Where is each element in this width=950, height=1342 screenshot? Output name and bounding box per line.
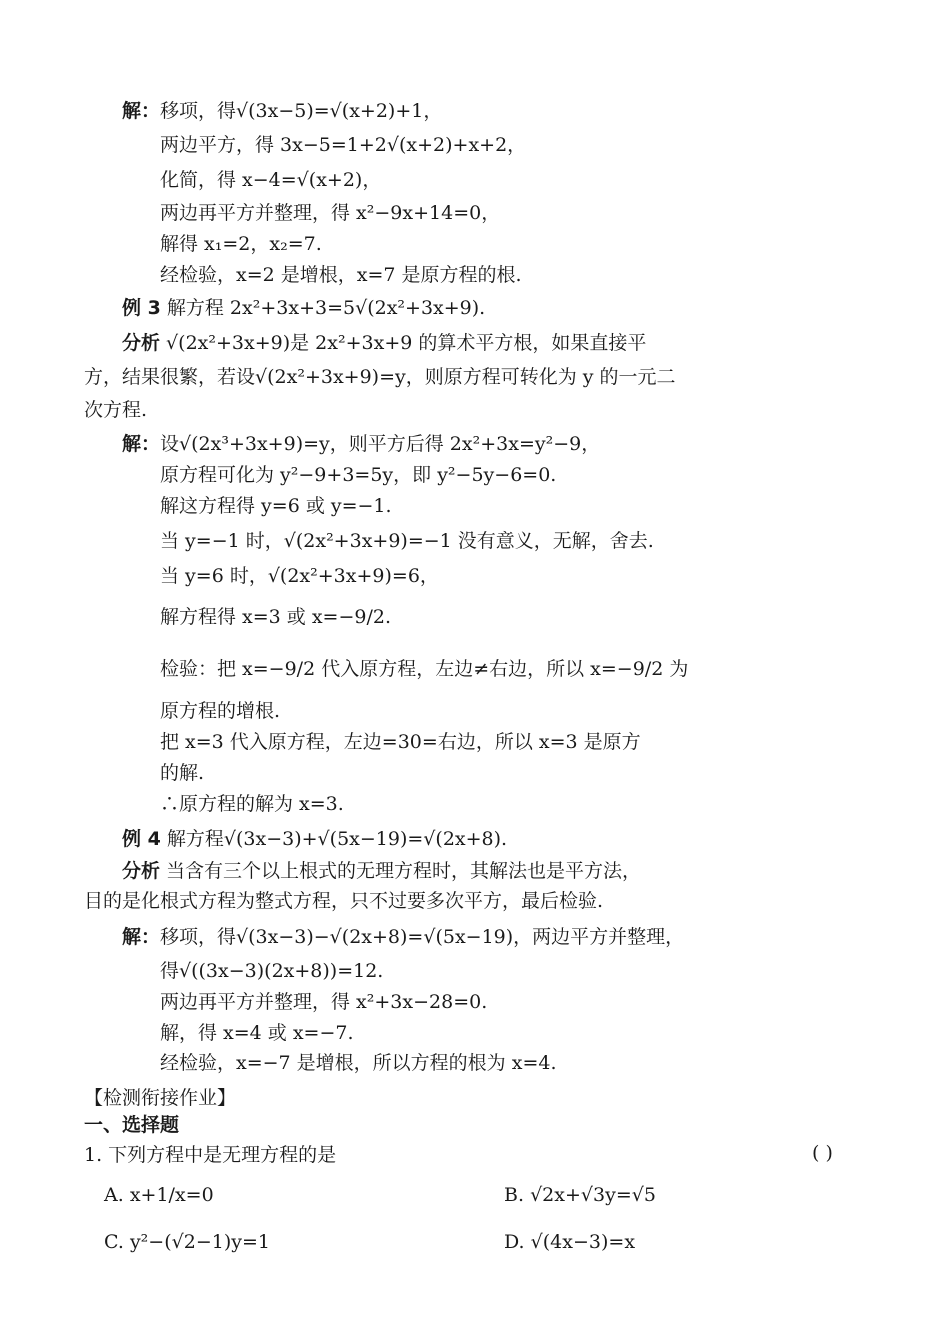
line-text: 经检验，x=2 是增根，x=7 是原方程的根. (160, 264, 522, 286)
text-line-l28 (160, 1020, 354, 1046)
bold-label: 分析 (122, 332, 161, 354)
line-text: 两边再平方并整理，得 x²−9x+14=0， (160, 202, 501, 224)
bold-label: 例 4 (122, 828, 161, 850)
text-line-l27 (160, 989, 487, 1015)
line-text: 次方程. (84, 399, 148, 421)
bold-label: 分析 (122, 860, 161, 882)
line-text: 【检测衔接作业】 (84, 1087, 237, 1109)
text-line-l18 (160, 698, 280, 724)
option-c-label: C. (104, 1231, 124, 1253)
text-line-l01 (122, 98, 442, 124)
text-line-l12 (160, 462, 556, 488)
text-line-l09 (84, 364, 676, 390)
text-line-l02 (160, 132, 526, 158)
text-line-l26 (160, 958, 383, 984)
text-line-l25 (122, 924, 684, 950)
option-b-text: √2x+√3y=√5 (530, 1184, 656, 1206)
line-text: 检验：把 x=−9/2 代入原方程，左边≠右边，所以 x=−9/2 为 (160, 658, 689, 680)
text-line-l13 (160, 493, 392, 519)
line-text: 解得 x₁=2，x₂=7. (160, 233, 322, 255)
line-text: 方，结果很繁，若设√(2x²+3x+9)=y，则原方程可转化为 y 的一元二 (84, 366, 676, 388)
line-text: 得√((3x−3)(2x+8))=12. (160, 960, 384, 982)
option-a (104, 1182, 214, 1208)
line-text: ∴原方程的解为 x=3. (160, 793, 344, 815)
text-line-l19 (160, 729, 641, 755)
line-text: 把 x=3 代入原方程，左边=30=右边，所以 x=3 是原方 (160, 731, 641, 753)
option-d-text: √(4x−3)=x (530, 1231, 636, 1253)
line-text: 解方程得 x=3 或 x=−9/2. (160, 606, 392, 628)
text-line-l11 (122, 431, 600, 457)
option-a-label: A. (104, 1184, 124, 1206)
option-b-label: B. (504, 1184, 525, 1206)
line-text: 当 y=6 时，√(2x²+3x+9)=6， (160, 565, 439, 587)
text-line-l15 (160, 563, 439, 589)
text-line-l24 (84, 888, 603, 914)
line-text: 移项，得√(3x−5)=√(x+2)+1， (160, 100, 443, 122)
bold-label: 解： (122, 433, 161, 455)
line-text: 1. 下列方程中是无理方程的是 (84, 1144, 337, 1166)
text-line-l20 (160, 760, 204, 786)
option-c-text: y²−(√2−1)y=1 (129, 1231, 270, 1253)
text-line-l10 (84, 397, 147, 423)
line-text: 解方程 2x²+3x+3=5√(2x²+3x+9). (160, 297, 486, 319)
text-line-l14 (160, 528, 654, 554)
line-text: 移项，得√(3x−3)−√(2x+8)=√(5x−19)，两边平方并整理， (160, 926, 685, 948)
bold-label: 一、选择题 (84, 1114, 180, 1136)
text-line-l23 (122, 858, 641, 884)
option-d-label: D. (504, 1231, 525, 1253)
text-line-l31 (84, 1112, 179, 1138)
text-line-l22 (122, 826, 507, 852)
line-text: 的解. (160, 762, 205, 784)
bold-label: 解： (122, 926, 161, 948)
line-text: 两边平方，得 3x−5=1+2√(x+2)+x+2， (160, 134, 527, 156)
line-text: 当含有三个以上根式的无理方程时，其解法也是平方法， (160, 860, 642, 882)
option-c (104, 1229, 270, 1255)
text-line-l04 (160, 200, 500, 226)
option-d (504, 1229, 635, 1255)
option-a-text: x+1/x=0 (129, 1184, 214, 1206)
line-text: 目的是化根式方程为整式方程，只不过要多次平方，最后检验. (84, 890, 604, 912)
text-line-l06 (160, 262, 522, 288)
line-text: 原方程可化为 y²−9+3=5y，即 y²−5y−6=0. (160, 464, 557, 486)
text-line-l32 (84, 1142, 336, 1168)
option-b (504, 1182, 656, 1208)
text-line-l21 (160, 791, 344, 817)
line-text: 解方程√(3x−3)+√(5x−19)=√(2x+8). (160, 828, 508, 850)
line-text: 解这方程得 y=6 或 y=−1. (160, 495, 392, 517)
line-text: 原方程的增根. (160, 700, 281, 722)
line-text: 经检验，x=−7 是增根，所以方程的根为 x=4. (160, 1052, 557, 1074)
line-text: 化简，得 x−4=√(x+2)， (160, 169, 382, 191)
line-text: 两边再平方并整理，得 x²+3x−28=0. (160, 991, 488, 1013)
text-line-l16 (160, 604, 391, 630)
answer-bracket: ( ) (812, 1142, 833, 1164)
line-text: √(2x²+3x+9)是 2x²+3x+9 的算术平方根，如果直接平 (160, 332, 647, 354)
text-line-l17 (160, 656, 688, 682)
text-line-l30 (84, 1085, 236, 1111)
line-text: 设√(2x³+3x+9)=y，则平方后得 2x²+3x=y²−9， (160, 433, 601, 455)
bold-label: 例 3 (122, 297, 161, 319)
text-line-l29 (160, 1050, 557, 1076)
line-text: 当 y=−1 时，√(2x²+3x+9)=−1 没有意义，无解，舍去. (160, 530, 654, 552)
text-line-l03 (160, 167, 381, 193)
text-line-l07 (122, 295, 485, 321)
text-line-l08 (122, 330, 646, 356)
line-text: 解，得 x=4 或 x=−7. (160, 1022, 354, 1044)
text-line-l05 (160, 231, 322, 257)
bold-label: 解： (122, 100, 161, 122)
